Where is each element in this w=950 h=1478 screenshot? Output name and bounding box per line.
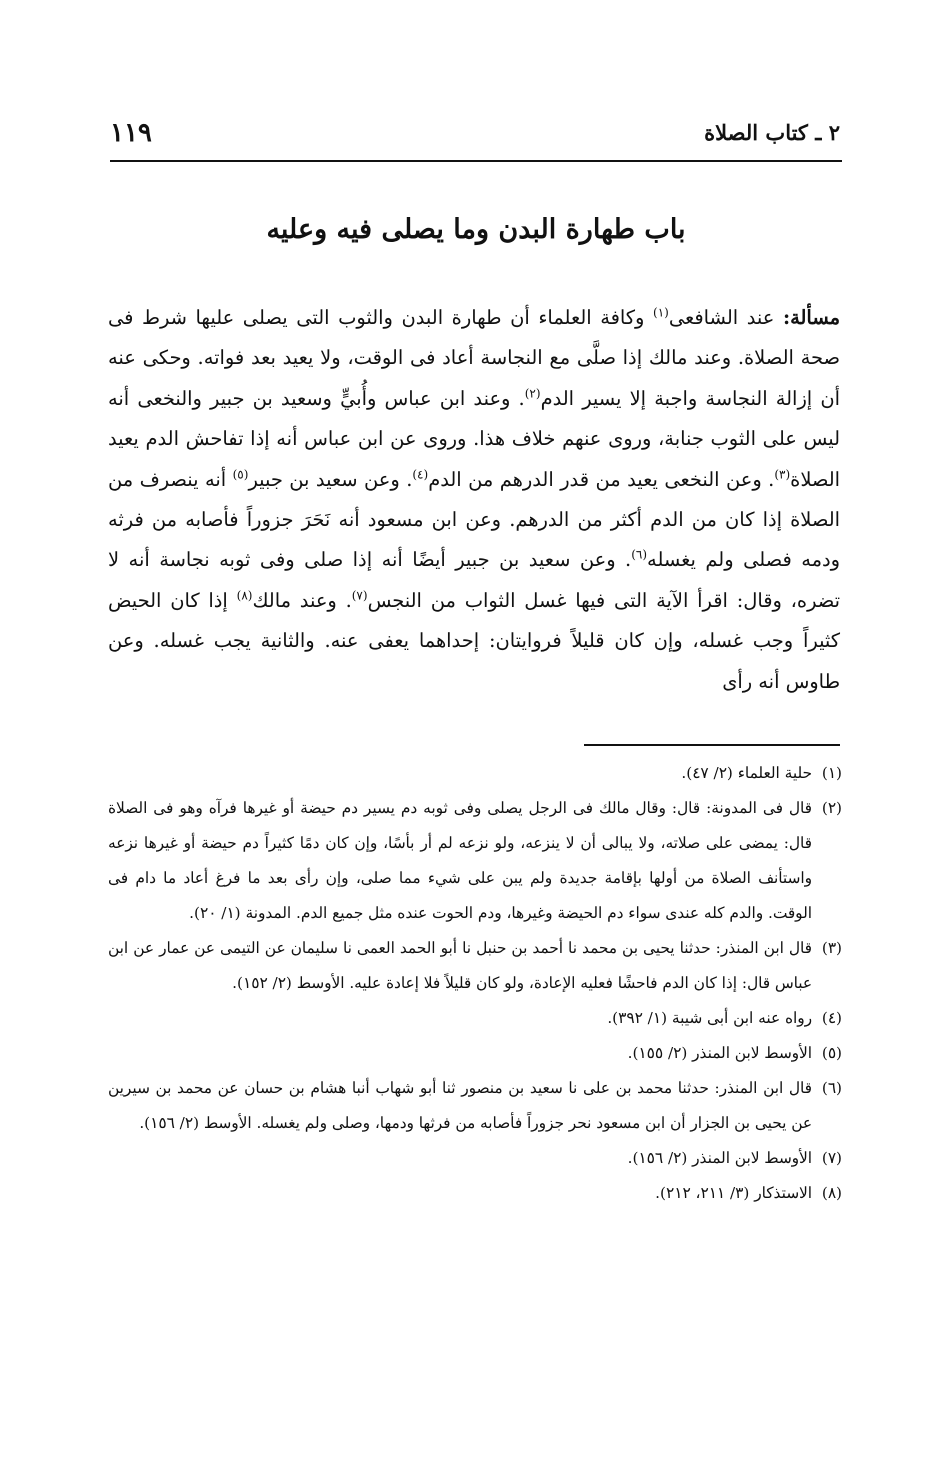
- footnote-number: (٧): [821, 1149, 842, 1167]
- text-segment: عند الشافعى: [668, 306, 783, 329]
- footnote-number: (١): [821, 764, 842, 782]
- footnote-marker[interactable]: (٧): [351, 588, 368, 603]
- footnote-text: قال ابن المنذر: حدثنا محمد بن على نا سعيد بن منصور ثنا أبو شهاب أنبا هشام بن حسان عن محمد بن سيرين عن يحيى بن الجزار أن ابن مسعود نحر جزوراً فأصابه من فرثها ودمها، وصلى ولم يغسله. الأوسط (٢/ ١٥٦).: [108, 1079, 812, 1132]
- text-segment: . وعن سعيد بن جبير أيضًا أنه إذا صلى وفى ثوبه نجاسة أنه لا تضره، وقال: اقرأ الآية التى فيها غسل الثواب من النجس: [108, 548, 841, 612]
- footnote-marker[interactable]: (٥): [232, 467, 249, 482]
- section-title: باب طهارة البدن وما يصلى فيه وعليه: [266, 214, 686, 245]
- text-segment: . وعن سعيد بن جبير: [248, 467, 413, 491]
- footnote-marker[interactable]: (١): [653, 305, 669, 320]
- footnote-number: (٢): [821, 799, 842, 817]
- footnote-marker[interactable]: (٨): [236, 588, 253, 603]
- footnote: [108, 791, 842, 931]
- header-divider: [110, 160, 842, 162]
- footnote-number: (٤): [821, 1009, 842, 1027]
- main-text: [108, 298, 840, 702]
- footnote: [108, 931, 842, 1001]
- footnote: [108, 756, 842, 791]
- text-segment: إذا كان الحيض كثيراً وجب غسله، وإن كان قليلاً فروايتان: إحداهما يعفى عنه. والثانية يجب غسله. وعن طاوس أنه رأى: [108, 588, 840, 693]
- footnote-text: قال ابن المنذر: حدثنا يحيى بن محمد نا أحمد بن حنبل نا أبو الحمد العمى نا سليمان عن التيمى عن عمار عن ابن عباس قال: إذا كان الدم فاحشًا فعليه الإعادة، ولو كان قليلاً فلا إعادة عليه. الأوسط (٢/ ١٥٢).: [108, 939, 812, 992]
- text-segment: أنه ينصرف من الصلاة إذا كان من الدم أكثر من الدرهم. وعن ابن مسعود أنه نَحَرَ جزوراً فأصابه من فرثه ودمه فصلى ولم يغسله: [108, 467, 840, 572]
- footnote-marker[interactable]: (٣): [774, 467, 791, 482]
- footnote-marker[interactable]: (٢): [524, 386, 541, 401]
- text-segment: . وعند ابن عباس وأُبيٍّ وسعيد بن جبير والنخعى أنه ليس على الثوب جنابة، وروى عنهم خلاف هذا. وروى عن ابن عباس أنه إذا تفاحش الدم يعيد الصلاة: [108, 386, 840, 491]
- footnote-text: حلية العلماء (٢/ ٤٧).: [681, 764, 812, 782]
- footnote-number: (٣): [821, 939, 842, 957]
- footnote-number: (٦): [821, 1079, 842, 1097]
- text-segment: . وعن النخعى يعيد من قدر الدرهم من الدم: [428, 467, 775, 491]
- running-header: [110, 120, 840, 160]
- footnote-marker[interactable]: (٦): [631, 547, 648, 562]
- footnote-text: قال فى المدونة: قال: وقال مالك فى الرجل يصلى وفى ثوبه دم يسير دم حيضة أو غيرها فرآه وهو فى الصلاة قال: يمضى على صلاته، ولا يبالى أن لا ينزعه، ولو نزعه لم أر بأسًا، وإن كان دمًا كثيراً دم حيضة أو غيرها نزعه واستأنف الصلاة من أولها بإقامة جديدة ولم يبن على شيء مما صلى، وإن رأى بعد ما فرغ أعاد ما دام فى الوقت. والدم كله عندى سواء دم الحيضة وغيرها، ودم الحوت عنده مثل جميع الدم. المدونة (١/ ٢٠).: [108, 799, 812, 922]
- footnote-number: (٥): [821, 1044, 842, 1062]
- footnote-text: الاستذكار (٣/ ٢١١، ٢١٢).: [655, 1184, 812, 1202]
- chapter-title: ٢ ـ كتاب الصلاة: [704, 120, 840, 145]
- footnote: [108, 1036, 842, 1071]
- footnote-text: الأوسط لابن المنذر (٢/ ١٥٦).: [627, 1149, 812, 1167]
- footnote: [108, 1176, 842, 1211]
- footnote-text: الأوسط لابن المنذر (٢/ ١٥٥).: [627, 1044, 812, 1062]
- footnote: [108, 1141, 842, 1176]
- footnote: [108, 1001, 842, 1036]
- footnote-marker[interactable]: (٤): [412, 467, 429, 482]
- issue-label: مسألة:: [782, 306, 841, 329]
- text-segment: وكافة العلماء أن طهارة البدن والثوب التى يصلى عليها شرط فى صحة الصلاة. وعند مالك إذا صلَّى مع النجاسة أعاد فى الوقت، ولا يعيد بعد فواته. وحكى عنه أن إزالة النجاسة واجبة إلا يسير الدم: [108, 306, 840, 410]
- footnotes: [108, 756, 842, 1211]
- page-number: ١١٩: [110, 118, 152, 148]
- footnote: [108, 1071, 842, 1141]
- footnote-text: رواه عنه ابن أبى شيبة (١/ ٣٩٢).: [607, 1009, 812, 1027]
- text-segment: . وعند مالك: [252, 588, 352, 612]
- footnote-divider: [584, 744, 840, 746]
- footnote-number: (٨): [821, 1184, 842, 1202]
